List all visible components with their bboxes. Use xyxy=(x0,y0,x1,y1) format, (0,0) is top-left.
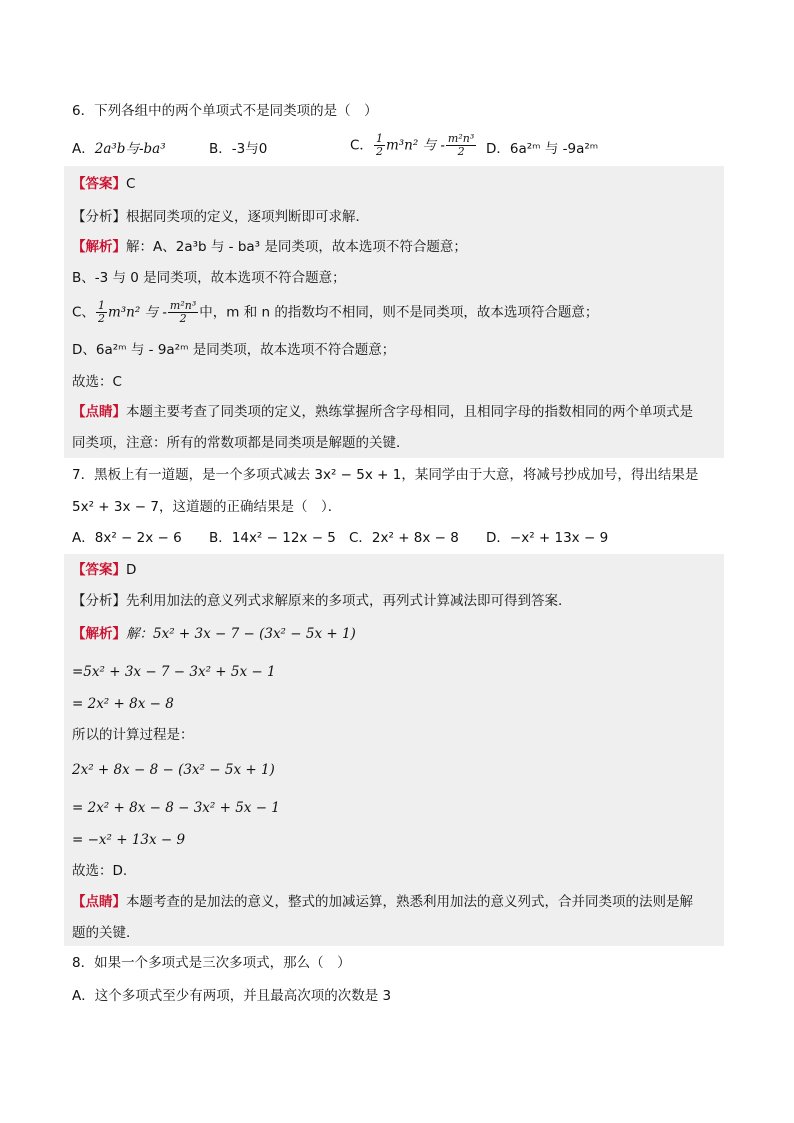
q6-option-a: A．2a³b与-ba³ xyxy=(72,141,166,157)
q6-comment: 同类项，注意：所有的常数项都是同类项是解题的关键． xyxy=(72,435,410,451)
q7-stem: 7．黑板上有一道题，是一个多项式减去 3x² − 5x + 1，某同学由于大意，将减号抄成加号，得出结果是 xyxy=(72,467,699,483)
q6-answer: 【答案】C xyxy=(72,176,136,192)
q7-option-c: C．2x² + 8x − 8 xyxy=(349,530,459,546)
fraction: $\frac{1}{2}$ xyxy=(97,299,105,325)
q7-solution-line: 【解析】解：5x² + 3x − 7 − (3x² − 5x + 1) xyxy=(72,626,356,642)
q7-solution-line: 故选：D. xyxy=(72,863,128,879)
fraction: $\frac{\text{m²n³}}{2}$ xyxy=(169,299,197,325)
q6-solution-line: B、-3 与 0 是同类项，故本选项不符合题意； xyxy=(72,270,346,286)
q7-solution-line: = 2x² + 8x − 8 − 3x² + 5x − 1 xyxy=(72,800,280,816)
q8-option-a: A．这个多项式至少有两项，并且最高次项的次数是 3 xyxy=(72,988,392,1004)
q7-answer: 【答案】D xyxy=(72,562,137,578)
q7-solution-line: = −x² + 13x − 9 xyxy=(72,832,186,848)
q7-solution-line: =5x² + 3x − 7 − 3x² + 5x − 1 xyxy=(72,664,276,680)
q6-option-b: B．-3与0 xyxy=(209,141,268,157)
q6-solution-line: 故选：C xyxy=(72,374,122,390)
q6-solution-line: D、6a²ᵐ 与 - 9a²ᵐ 是同类项，故本选项不符合题意； xyxy=(72,342,396,358)
q6-option-c: C． $\frac{1}{2}$ m³n² 与 - $\frac{\text{m²n³}}{2}$ xyxy=(350,132,475,158)
fraction: $\frac{1}{2}$ xyxy=(375,132,383,158)
q7-solution-line: = 2x² + 8x − 8 xyxy=(72,696,174,712)
q8-stem: 8．如果一个多项式是三次多项式，那么（ ） xyxy=(72,955,351,971)
q7-solution-line: 所以的计算过程是： xyxy=(72,727,194,743)
q6-analysis: 【分析】根据同类项的定义，逐项判断即可求解． xyxy=(72,209,369,225)
q6-comment: 【点睛】本题主要考查了同类项的定义，熟练掌握所含字母相同，且相同字母的指数相同的两个单项式是 xyxy=(72,404,693,420)
q6-option-d: D．6a²ᵐ 与 -9a²ᵐ xyxy=(486,141,599,157)
q7-option-d: D．−x² + 13x − 9 xyxy=(486,530,609,546)
q7-analysis: 【分析】先利用加法的意义列式求解原来的多项式，再列式计算减法即可得到答案. xyxy=(72,593,563,609)
q6-solution-line: C、 $\frac{1}{2}$ m³n² 与 - $\frac{\text{m²n³}}{2}$ 中，m 和 n 的指数均不相同，则不是同类项，故本选项符合题意； xyxy=(72,299,599,325)
fraction: $\frac{\text{m²n³}}{2}$ xyxy=(447,132,475,158)
q7-solution-line: 2x² + 8x − 8 − (3x² − 5x + 1) xyxy=(72,762,275,778)
q7-solution-block xyxy=(64,554,724,946)
q7-comment: 【点睛】本题考查的是加法的意义，整式的加减运算，熟悉利用加法的意义列式，合并同类项的法则是解 xyxy=(72,894,693,910)
q7-options xyxy=(72,528,724,548)
q6-stem: 6．下列各组中的两个单项式不是同类项的是（ ） xyxy=(72,103,378,119)
q7-stem: 5x² + 3x − 7，这道题的正确结果是（ ）． xyxy=(72,499,342,515)
q7-option-b: B．14x² − 12x − 5 xyxy=(209,530,336,546)
q6-solution-line: 【解析】解：A、2a³b 与 - ba³ 是同类项，故本选项不符合题意； xyxy=(72,239,467,255)
q7-option-a: A．8x² − 2x − 6 xyxy=(72,530,182,546)
q7-comment: 题的关键. xyxy=(72,925,131,941)
q6-options xyxy=(72,132,724,163)
